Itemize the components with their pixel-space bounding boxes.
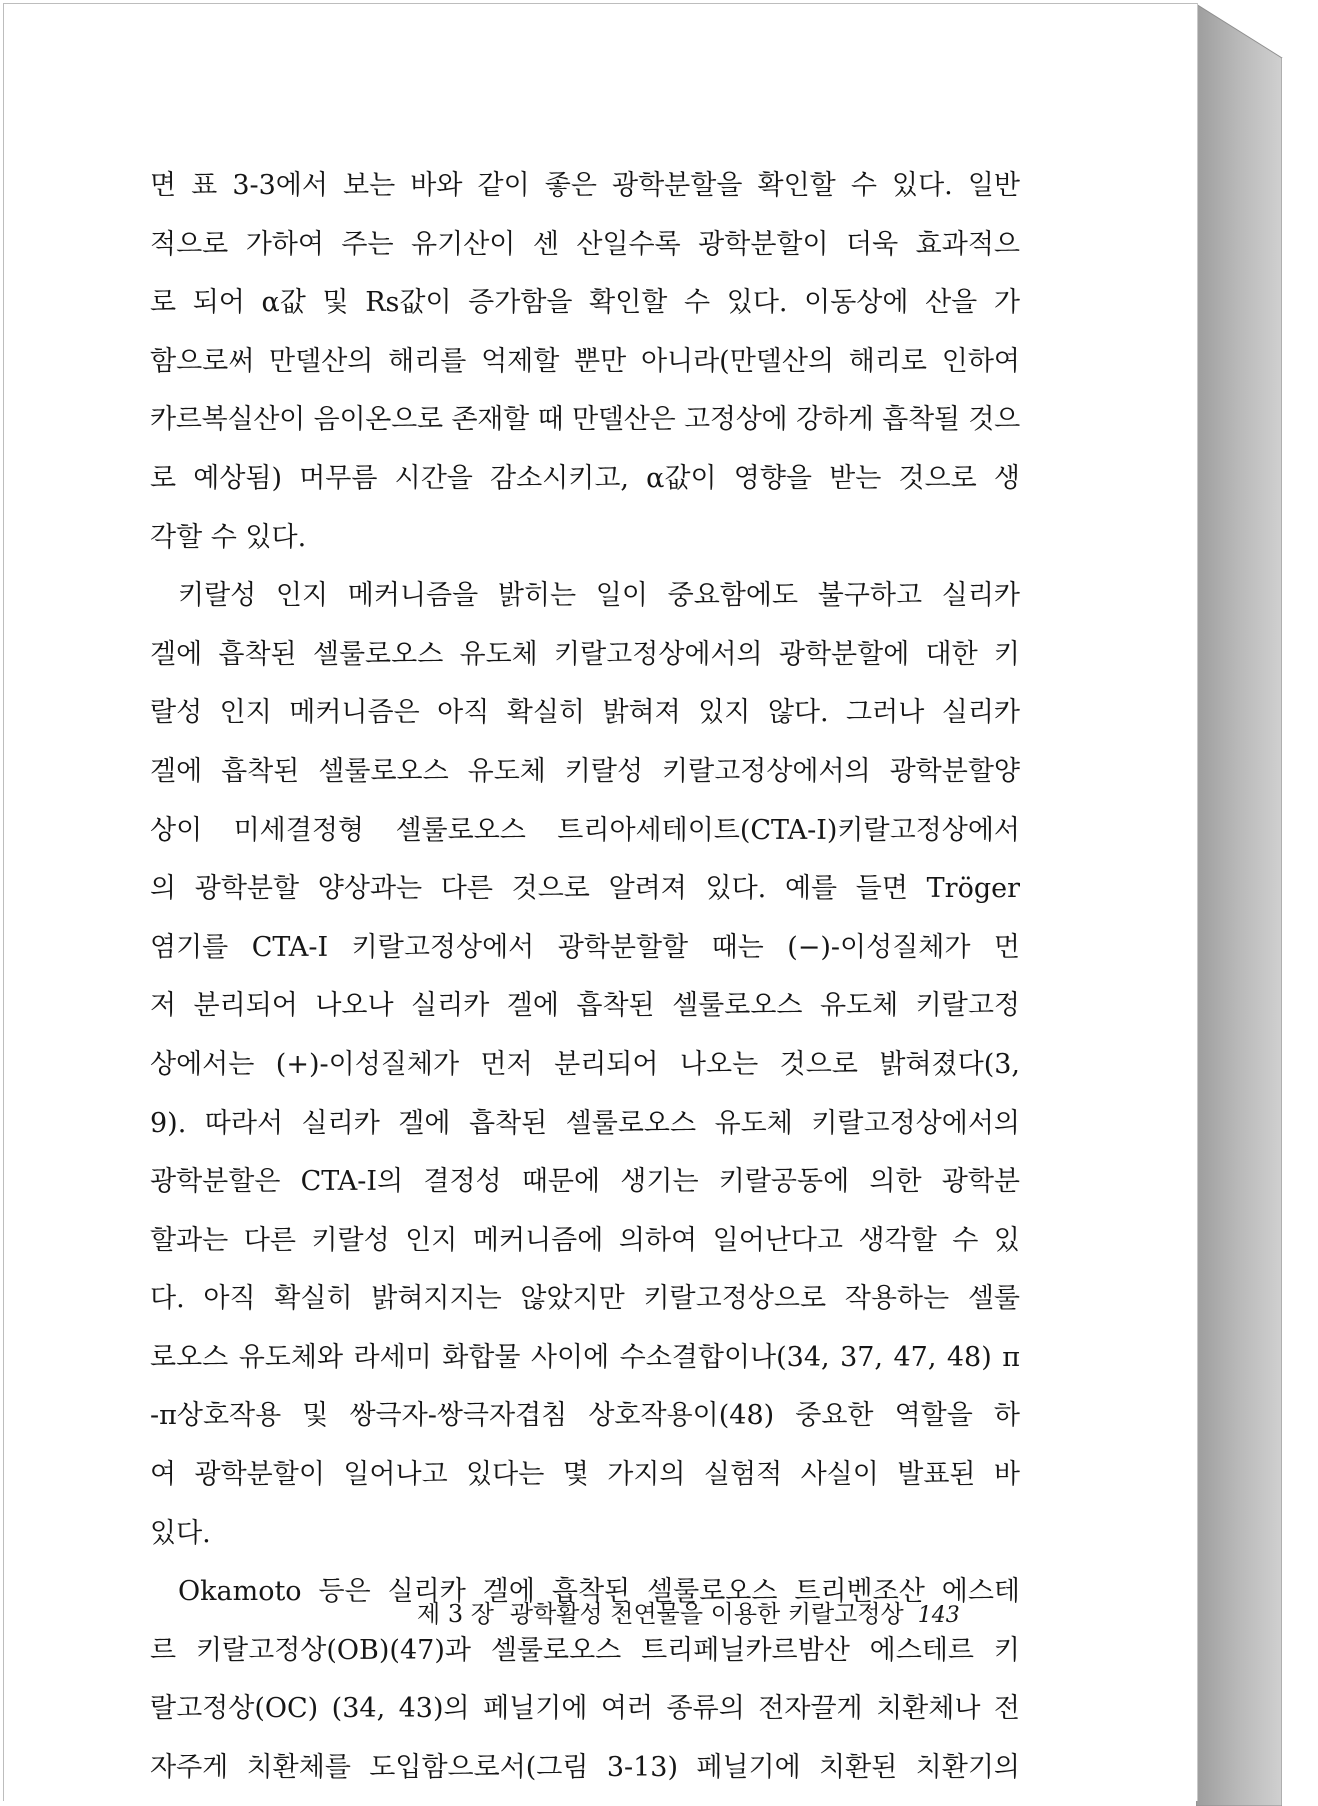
text-line: 겔에 흡착된 셀룰로오스 유도체 키랄고정상에서의 광학분할에 대한 키 — [150, 638, 1020, 670]
text-line: -π상호작용 및 쌍극자-쌍극자겹침 상호작용이(48) 중요한 역할을 하 — [150, 1400, 1020, 1432]
text-line: 키랄성 인지 메커니즘을 밝히는 일이 중요함에도 불구하고 실리카 — [178, 580, 1020, 612]
text-line: 9). 따라서 실리카 겔에 흡착된 셀룰로오스 유도체 키랄고정상에서의 — [150, 1107, 1020, 1139]
text-line: Okamoto 등은 실리카 겔에 흡착된 셀룰로오스 트리벤조산 에스테 — [178, 1576, 1020, 1608]
text-line: 로오스 유도체와 라세미 화합물 사이에 수소결합이나(34, 37, 47, 48) π — [150, 1341, 1020, 1373]
text-line: 여 광학분할이 일어나고 있다는 몇 가지의 실험적 사실이 발표된 바 — [150, 1459, 1020, 1491]
text-line: 염기를 CTA-I 키랄고정상에서 광학분할할 때는 (−)-이성질체가 먼 — [150, 931, 1020, 963]
text-line: 로 예상됨) 머무름 시간을 감소시키고, α값이 영향을 받는 것으로 생 — [150, 462, 1020, 494]
running-footer — [417, 1594, 997, 1634]
text-line: 면 표 3-3에서 보는 바와 같이 좋은 광학분할을 확인할 수 있다. 일반 — [150, 170, 1020, 201]
text-line: 광학분할은 CTA-I의 결정성 때문에 생기는 키랄공동에 의한 광학분 — [150, 1166, 1020, 1198]
book-edge-shape — [1196, 0, 1318, 1806]
text-line: 상이 미세결정형 셀룰로오스 트리아세테이트(CTA-I)키랄고정상에서 — [150, 814, 1020, 846]
text-line: 있다. — [150, 1517, 211, 1549]
body-text — [150, 157, 1020, 1798]
text-line: 각할 수 있다. — [150, 521, 307, 553]
text-line: 함으로써 만델산의 해리를 억제할 뿐만 아니라(만델산의 해리로 인하여 — [150, 345, 1020, 377]
text-line: 랄고정상(OC) (34, 43)의 페닐기에 여러 종류의 전자끌게 치환체나 전 — [150, 1693, 1020, 1725]
text-line: 자주게 치환체를 도입함으로서(그림 3-13) 페닐기에 치환된 치환기의 — [150, 1752, 1020, 1784]
page-number: 143 — [917, 1603, 960, 1628]
text-line: 저 분리되어 나오나 실리카 겔에 흡착된 셀룰로오스 유도체 키랄고정 — [150, 990, 1020, 1022]
text-line: 카르복실산이 음이온으로 존재할 때 만델산은 고정상에 강하게 흡착될 것으 — [150, 404, 1020, 436]
page — [3, 3, 1197, 1801]
text-line: 랄성 인지 메커니즘은 아직 확실히 밝혀져 있지 않다. 그러나 실리카 — [150, 697, 1020, 729]
book-edge — [1196, 0, 1318, 1806]
text-line: 로 되어 α값 및 Rs값이 증가함을 확인할 수 있다. 이동상에 산을 가 — [150, 287, 1020, 319]
text-line: 적으로 가하여 주는 유기산이 센 산일수록 광학분할이 더욱 효과적으 — [150, 228, 1020, 260]
text-line: 의 광학분할 양상과는 다른 것으로 알려져 있다. 예를 들면 Tröger — [150, 873, 1020, 905]
text-line: 르 키랄고정상(OB)(47)과 셀룰로오스 트리페닐카르밤산 에스테르 키 — [150, 1634, 1020, 1666]
chapter-number: 제 3 장 — [417, 1600, 494, 1628]
text-line: 겔에 흡착된 셀룰로오스 유도체 키랄성 키랄고정상에서의 광학분할양 — [150, 755, 1020, 787]
text-line: 할과는 다른 키랄성 인지 메커니즘에 의하여 일어난다고 생각할 수 있 — [150, 1224, 1020, 1256]
text-line: 다. 아직 확실히 밝혀지지는 않았지만 키랄고정상으로 작용하는 셀룰 — [150, 1283, 1020, 1315]
chapter-title: 광학활성 천연물을 이용한 키랄고정상 — [509, 1600, 904, 1628]
text-line: 상에서는 (+)-이성질체가 먼저 분리되어 나오는 것으로 밝혀졌다(3, — [150, 1048, 1020, 1080]
